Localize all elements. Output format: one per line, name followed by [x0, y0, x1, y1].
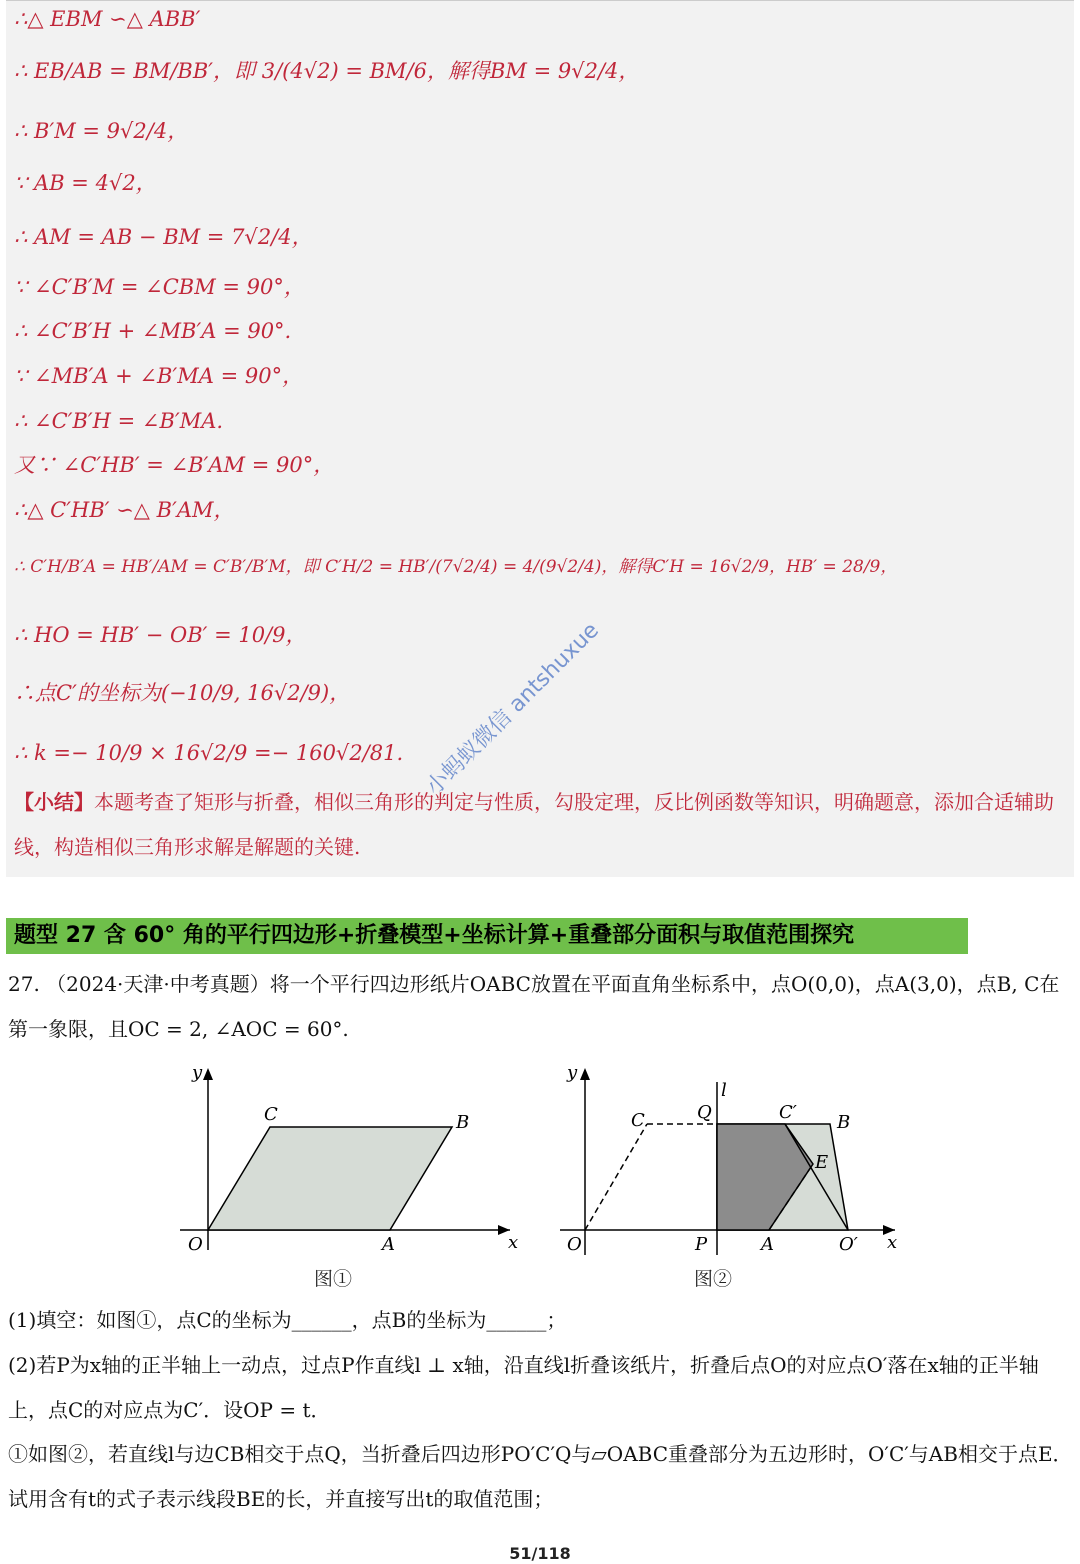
point-Q-label: Q [697, 1102, 712, 1123]
point-O-label: O [567, 1234, 582, 1255]
point-B-label: B [456, 1112, 470, 1133]
watermark: 小蚂蚁微信 antshuxue [421, 617, 604, 801]
solution-line: ∴ C′H/B′A = HB′/AM = C′B′/B′M，即 C′H/2 = HB′/(7√2/4) = 4/(9√2/4)，解得C′H = 16√2/9，HB′ = 28/9， [14, 557, 898, 577]
parallelogram-OABC [208, 1127, 452, 1230]
solution-line: ∴ ∠C′B′H = ∠B′MA. [14, 409, 224, 433]
solution-line: ∵ AB = 4√2， [14, 171, 157, 195]
solution-line: ∴ k =− 10/9 × 16√2/9 =− 160√2/81. [14, 741, 404, 765]
problem-intro: 27. （2024·天津·中考真题）将一个平行四边形纸片OABC放置在平面直角坐标系中，点O(0,0)，点A(3,0)，点B, C在第一象限，且OC = 2, ∠AOC = 60°. [8, 972, 1060, 1041]
solution-line: ∴△ EBM ∽△ ABB′ [14, 7, 201, 31]
solution-line: ∴ ∠C′B′H + ∠MB′A = 90°. [14, 319, 292, 343]
solution-line: ∵ ∠C′B′M = ∠CBM = 90°， [14, 275, 305, 299]
point-C-prime-label: C′ [779, 1102, 797, 1123]
axis-y-label: y [192, 1062, 203, 1083]
question-2-part-1: ①如图②，若直线l与边CB相交于点Q，当折叠后四边形PO′C′Q与▱OABC重叠部分为五边形时，O′C′与AB相交于点E．试用含有t的式子表示线段BE的长，并直接写出t的取值范围； [8, 1442, 1073, 1511]
banner-title: 题型 27 含 60° 角的平行四边形+折叠模型+坐标计算+重叠部分面积与取值范围探究 [14, 923, 855, 948]
solution-line: ∴ AM = AB − BM = 7√2/4， [14, 225, 313, 249]
point-A-label: A [761, 1234, 774, 1255]
point-C-label: C [631, 1110, 645, 1131]
point-E-label: E [815, 1152, 829, 1173]
solution-line: 又∵ ∠C′HB′ = ∠B′AM = 90°， [14, 453, 335, 477]
question-1: (1)填空：如图①，点C的坐标为______，点B的坐标为______； [8, 1308, 567, 1332]
solution-line: ∴ B′M = 9√2/4， [14, 119, 189, 143]
point-A-label: A [382, 1234, 395, 1255]
solution-line: ∴ HO = HB′ − OB′ = 10/9， [14, 623, 307, 647]
solution-line: ∴点C′的坐标为(−10/9, 16√2/9)， [14, 681, 351, 705]
solution-line: ∴△ C′HB′ ∽△ B′AM， [14, 498, 235, 522]
page-number: 51/118 [509, 1544, 571, 1563]
solution-line: ∵ ∠MB′A + ∠B′MA = 90°， [14, 364, 304, 388]
summary-tag: 【小结】 [14, 790, 94, 814]
figure-1-caption: 图① [314, 1268, 353, 1290]
point-B-label: B [837, 1112, 851, 1133]
point-P-label: P [695, 1234, 708, 1255]
solution-line: ∴ EB/AB = BM/BB′，即 3/(4√2) = BM/6，解得BM = 9√2/4， [14, 59, 640, 83]
summary-text: 本题考查了矩形与折叠，相似三角形的判定与性质，勾股定理，反比例函数等知识，明确题意，添加合适辅助线，构造相似三角形求解是解题的关键. [14, 790, 1054, 859]
figure-2-caption: 图② [694, 1268, 733, 1290]
axis-x-label: x [887, 1232, 898, 1253]
figure-2 [555, 1060, 905, 1260]
summary [14, 780, 1069, 870]
question-2: (2)若P为x轴的正半轴上一动点，过点P作直线l ⊥ x轴，沿直线l折叠该纸片，折叠后点O的对应点O′落在x轴的正半轴上，点C的对应点为C′．设OP = t． [8, 1353, 1039, 1422]
point-C-label: C [264, 1104, 278, 1125]
point-O-label: O [188, 1234, 203, 1255]
solution-block [6, 0, 1074, 877]
line-l-label: l [721, 1080, 727, 1101]
point-O-prime-label: O′ [839, 1234, 858, 1255]
axis-x-label: x [508, 1232, 519, 1253]
section-banner [6, 918, 968, 954]
figure-1 [170, 1060, 530, 1260]
axis-y-label: y [567, 1062, 578, 1083]
